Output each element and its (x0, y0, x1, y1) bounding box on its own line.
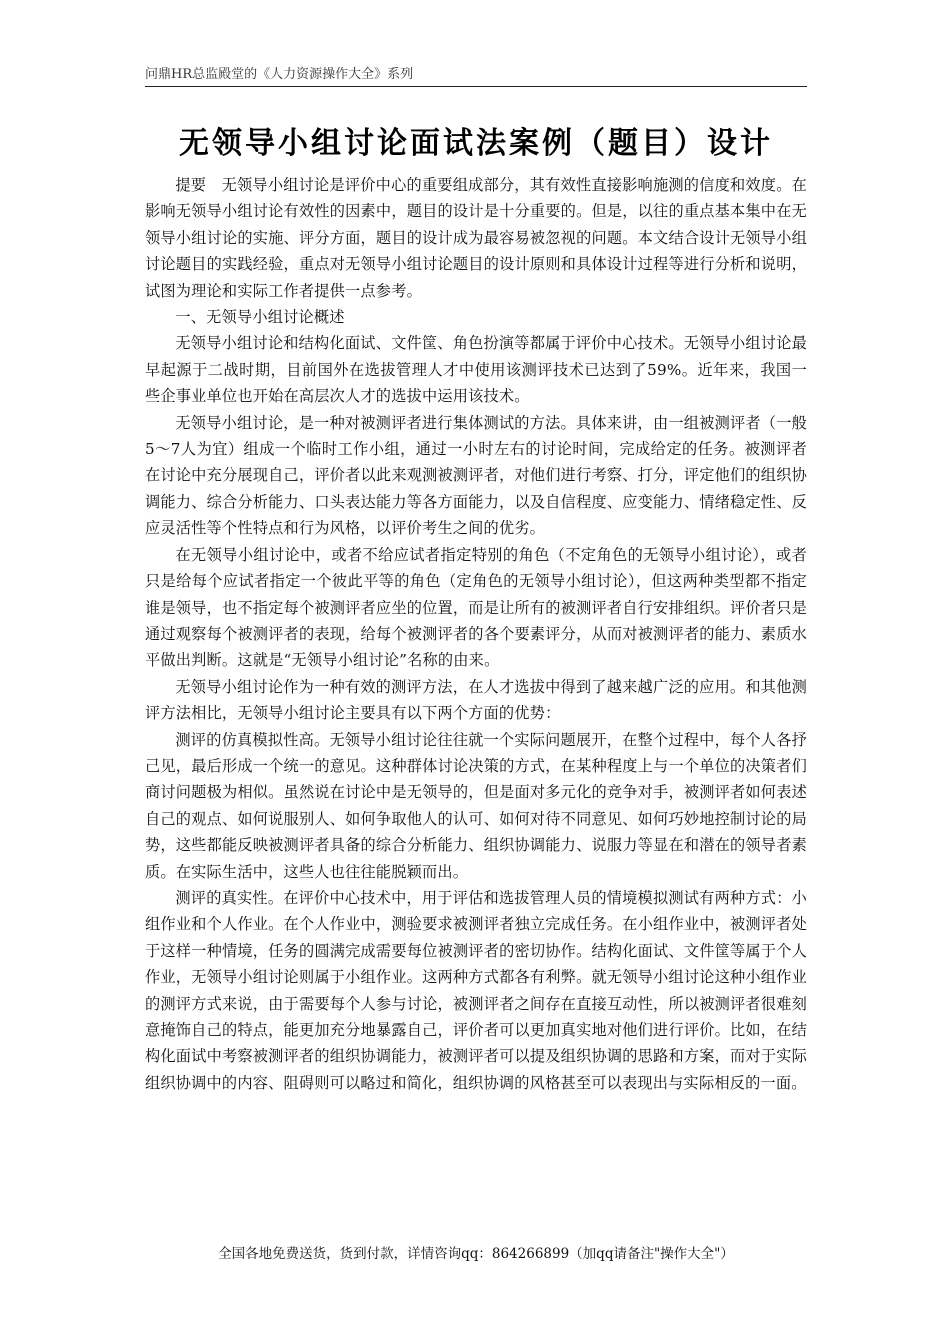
body-paragraph: 测评的仿真模拟性高。无领导小组讨论往往就一个实际问题展开，在整个过程中，每个人各抒己见，最后形成一个统一的意见。这种群体讨论决策的方式，在某种程度上与一个单位的决策者们商讨问题极为相似。虽然说在讨论中是无领导的，但是面对多元化的竞争对手，被测评者如何表述自己的观点、如何说服别人、如何争取他人的认可、如何对待不同意见、如何巧妙地控制讨论的局势，这些都能反映被测评者具备的综合分析能力、组织协调能力、说服力等显在和潜在的领导者素质。在实际生活中，这些人也往往能脱颖而出。 (145, 730, 807, 881)
body-paragraph: 无领导小组讨论，是一种对被测评者进行集体测试的方法。具体来讲，由一组被测评者（一般5～7人为宜）组成一个临时工作小组，通过一小时左右的讨论时间，完成给定的任务。被测评者在讨论中充分展现自己，评价者以此来观测被测评者，对他们进行考察、打分，评定他们的组织协调能力、综合分析能力、口头表达能力等各方面能力，以及自信程度、应变能力、情绪稳定性、反应灵活性等个性特点和行为风格，以评价考生之间的优劣。 (145, 413, 807, 538)
section-heading: 一、无领导小组讨论概述 (175, 308, 345, 327)
document-body (145, 172, 807, 1096)
body-paragraph: 测评的真实性。在评价中心技术中，用于评估和选拔管理人员的情境模拟测试有两种方式：小组作业和个人作业。在个人作业中，测验要求被测评者独立完成任务。在小组作业中，被测评者处于这样一种情境，任务的圆满完成需要每位被测评者的密切协作。结构化面试、文件筐等属于个人作业，无领导小组讨论则属于小组作业。这两种方式都各有利弊。就无领导小组讨论这种小组作业的测评方式来说，由于需要每个人参与讨论，被测评者之间存在直接互动性，所以被测评者很难刻意掩饰自己的特点，能更加充分地暴露自己，评价者可以更加真实地对他们进行评价。比如，在结构化面试中考察被测评者的组织协调能力，被测评者可以提及组织协调的思路和方案，而对于实际组织协调中的内容、阻碍则可以略过和简化，组织协调的风格甚至可以表现出与实际相反的一面。 (145, 888, 807, 1092)
abstract-paragraph: 提要 无领导小组讨论是评价中心的重要组成部分，其有效性直接影响施测的信度和效度。在影响无领导小组讨论有效性的因素中，题目的设计是十分重要的。但是，以往的重点基本集中在无领导小组讨论的实施、评分方面，题目的设计成为最容易被忽视的问题。本文结合设计无领导小组讨论题目的实践经验，重点对无领导小组讨论题目的设计原则和具体设计过程等进行分析和说明，试图为理论和实际工作者提供一点参考。 (145, 176, 807, 300)
footer-notice: 全国各地免费送货，货到付款，详情咨询qq：864266899（加qq请备注"操作大全"） (218, 1246, 734, 1262)
document-title: 无领导小组讨论面试法案例（题目）设计 (179, 126, 773, 161)
body-paragraph: 在无领导小组讨论中，或者不给应试者指定特别的角色（不定角色的无领导小组讨论），或者只是给每个应试者指定一个彼此平等的角色（定角色的无领导小组讨论），但这两种类型都不指定谁是领导，也不指定每个被测评者应坐的位置，而是让所有的被测评者自行安排组织。评价者只是通过观察每个被测评者的表现，给每个被测评者的各个要素评分，从而对被测评者的能力、素质水平做出判断。这就是“无领导小组讨论”名称的由来。 (145, 545, 807, 670)
body-paragraph: 无领导小组讨论作为一种有效的测评方法，在人才选拔中得到了越来越广泛的应用。和其他测评方法相比，无领导小组讨论主要具有以下两个方面的优势： (145, 677, 807, 723)
body-paragraph: 无领导小组讨论和结构化面试、文件筐、角色扮演等都属于评价中心技术。无领导小组讨论最早起源于二战时期，目前国外在选拔管理人才中使用该测评技术已达到了59%。近年来，我国一些企事业单位也开始在高层次人才的选拔中运用该技术。 (145, 334, 807, 406)
running-header: 问鼎HR总监殿堂的《人力资源操作大全》系列 (145, 67, 414, 82)
header-divider (145, 86, 807, 87)
